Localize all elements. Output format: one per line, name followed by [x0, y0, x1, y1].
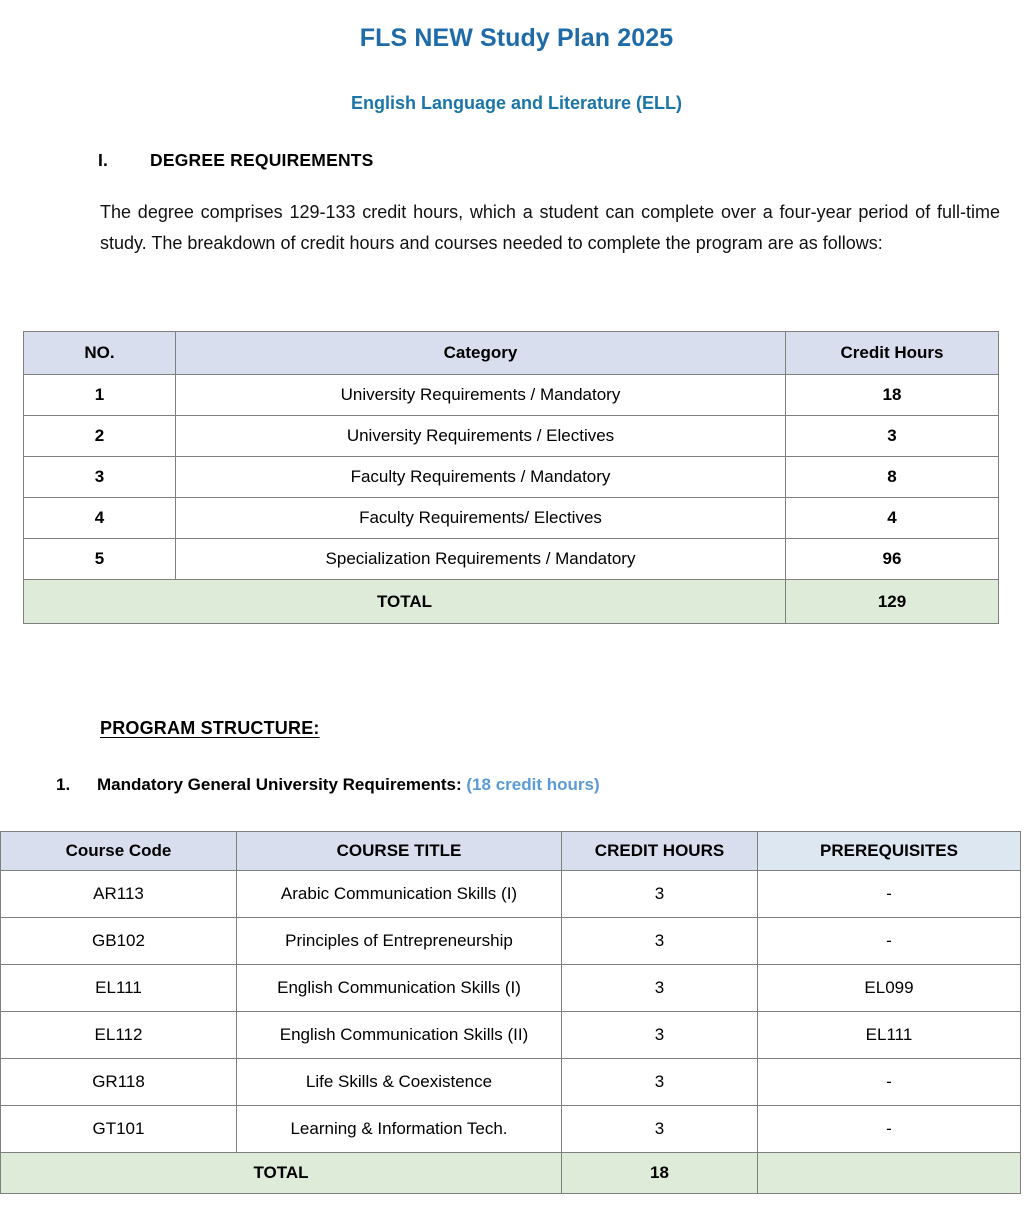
table-row	[1, 1012, 1021, 1059]
row-no: 3	[24, 457, 176, 498]
column-header-credit-hours: Credit Hours	[786, 332, 999, 375]
row-category: University Requirements / Electives	[176, 416, 786, 457]
table-header-row	[1, 832, 1021, 871]
course-prerequisites: EL111	[758, 1012, 1021, 1059]
course-prerequisites: EL099	[758, 965, 1021, 1012]
table-row	[24, 498, 999, 539]
column-header-course-code: Course Code	[1, 832, 237, 871]
degree-requirements-paragraph: The degree comprises 129-133 credit hours, which a student can complete over a four-year period of full-time study. The breakdown of credit hours and courses needed to complete the program are as follows:	[100, 202, 1000, 253]
program-structure-heading: PROGRAM STRUCTURE:	[100, 718, 320, 738]
table-row	[1, 871, 1021, 918]
row-category: Faculty Requirements / Mandatory	[176, 457, 786, 498]
course-code: GT101	[1, 1106, 237, 1153]
table-row	[24, 539, 999, 580]
section-heading-text: DEGREE REQUIREMENTS	[150, 150, 374, 170]
row-category: Specialization Requirements / Mandatory	[176, 539, 786, 580]
table-row	[1, 1059, 1021, 1106]
course-code: GR118	[1, 1059, 237, 1106]
table-row	[1, 965, 1021, 1012]
course-prerequisites: -	[758, 1059, 1021, 1106]
row-category: Faculty Requirements/ Electives	[176, 498, 786, 539]
column-header-course-title: COURSE TITLE	[237, 832, 562, 871]
course-prerequisites: -	[758, 871, 1021, 918]
total-prerequisites	[758, 1153, 1021, 1194]
course-code: GB102	[1, 918, 237, 965]
row-category: University Requirements / Mandatory	[176, 375, 786, 416]
course-credit-hours: 3	[562, 965, 758, 1012]
column-header-prerequisites: PREREQUISITES	[758, 832, 1021, 871]
course-title: Learning & Information Tech.	[237, 1106, 562, 1153]
total-label: TOTAL	[1, 1153, 562, 1194]
course-credit-hours: 3	[562, 1106, 758, 1153]
table-row	[24, 416, 999, 457]
course-credit-hours: 3	[562, 918, 758, 965]
course-title: Life Skills & Coexistence	[237, 1059, 562, 1106]
row-no: 1	[24, 375, 176, 416]
course-prerequisites: -	[758, 1106, 1021, 1153]
course-title: English Communication Skills (I)	[237, 965, 562, 1012]
table-row	[24, 457, 999, 498]
row-credit-hours: 18	[786, 375, 999, 416]
course-prerequisites: -	[758, 918, 1021, 965]
course-credit-hours: 3	[562, 1059, 758, 1106]
document-title: FLS NEW Study Plan 2025	[359, 24, 674, 52]
row-credit-hours: 3	[786, 416, 999, 457]
requirement-label: Mandatory General University Requirements:	[97, 775, 462, 794]
table-total-row	[24, 580, 999, 624]
total-value: 18	[562, 1153, 758, 1194]
course-credit-hours: 3	[562, 871, 758, 918]
column-header-credit-hours: CREDIT HOURS	[562, 832, 758, 871]
course-title: Principles of Entrepreneurship	[237, 918, 562, 965]
document-subtitle: English Language and Literature (ELL)	[350, 93, 683, 113]
row-no: 5	[24, 539, 176, 580]
row-credit-hours: 8	[786, 457, 999, 498]
section-numeral: I.	[98, 150, 109, 170]
table-total-row	[1, 1153, 1021, 1194]
table-row	[1, 918, 1021, 965]
mandatory-university-courses-table	[0, 831, 1021, 1194]
total-label: TOTAL	[24, 580, 786, 624]
row-credit-hours: 96	[786, 539, 999, 580]
column-header-category: Category	[176, 332, 786, 375]
table-header-row	[24, 332, 999, 375]
table-row	[24, 375, 999, 416]
course-credit-hours: 3	[562, 1012, 758, 1059]
section-degree-requirements-heading	[0, 150, 1033, 171]
mandatory-general-university-requirements-heading	[56, 775, 600, 795]
column-header-no: NO.	[24, 332, 176, 375]
row-no: 2	[24, 416, 176, 457]
requirement-index: 1.	[56, 775, 71, 794]
table-row	[1, 1106, 1021, 1153]
credit-hours-breakdown-table	[23, 331, 999, 624]
row-no: 4	[24, 498, 176, 539]
course-title: English Communication Skills (II)	[237, 1012, 562, 1059]
course-title: Arabic Communication Skills (I)	[237, 871, 562, 918]
course-code: EL111	[1, 965, 237, 1012]
course-code: EL112	[1, 1012, 237, 1059]
course-code: AR113	[1, 871, 237, 918]
requirement-credits-note: (18 credit hours)	[466, 775, 600, 794]
total-value: 129	[786, 580, 999, 624]
row-credit-hours: 4	[786, 498, 999, 539]
